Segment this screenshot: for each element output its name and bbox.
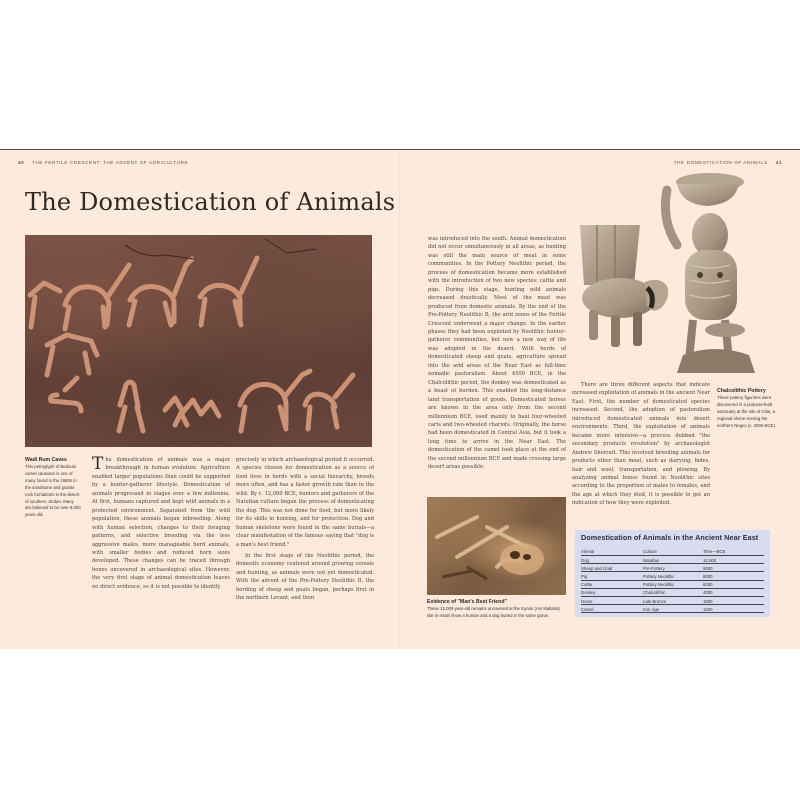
table-header-animal: Animal <box>581 548 643 556</box>
pottery-caption-text: These pottery figurines were discovered in a purpose-built sanctuary at the site of Gilat, a regional shrine serving the northern Negev (c. 4000 BCE). <box>717 395 776 428</box>
table-cell-animal: Pig <box>581 572 643 580</box>
table-cell-time: 9000 <box>703 564 764 572</box>
page-title: The Domestication of Animals <box>25 188 396 216</box>
body-col4-paragraph: There are three different aspects that indicate increased exploitation of animals in the ancient Near East. First, the number of domesticated species increased. Second, the adoption of pastoralism introduced domesticated animals into desert environments. Third, the exploitation of animals became more intensive—a process dubbed "the secondary products revolution" by archaeologist Andrew Sherratt. This involved breeding animals for products other than meat, such as dairying, hides, hair and wool, transportation, and plowing. By analyzing animal bones found in Neolithic sites according to the proportion of males to females, and the age at which they died, it is possible to get an indication of how they were exploited. <box>572 382 710 507</box>
skeleton-illustration <box>427 497 566 595</box>
table-row <box>581 605 764 613</box>
table-row <box>581 588 764 596</box>
table-header-time: Time—BCE <box>703 548 764 556</box>
right-running-head-text: THE DOMESTICATION OF ANIMALS <box>673 160 768 165</box>
table-cell-animal: Camel <box>581 605 643 613</box>
table-cell-time: 12,000 <box>703 556 764 564</box>
body-column-2 <box>236 456 374 603</box>
body-col2-paragraph-2: In the first stage of the Neolithic period, the domestic economy centered around growing cereals and hunting, as animals were not yet domesticated. With the advent of the Pre-Pottery Neolithic B, the herding of sheep and goats began, perhaps first in the northern Levant, and then <box>236 552 374 602</box>
right-page-number: 41 <box>775 160 782 165</box>
table-title: Domestication of Animals in the Ancient Near East <box>581 533 759 542</box>
wadi-rum-caption-text: This petroglyph of Bedouin camel caravans is one of many found in the 1980s in the sandstone and granite rock formations in the desert of southern Jordan. Many are believed to be over 8,000 years old. <box>25 464 81 518</box>
table-row <box>581 572 764 580</box>
table-cell-animal: Sheep and Goat <box>581 564 643 572</box>
table-cell-culture: Pre-Pottery <box>643 564 703 572</box>
mans-best-friend-caption-title: Evidence of "Man's Best Friend" <box>427 599 507 605</box>
wadi-rum-caption <box>25 456 81 519</box>
left-running-head-text: THE FERTILE CRESCENT: THE ADVENT OF AGRICULTURE <box>32 160 189 165</box>
table-cell-time: 6000 <box>703 580 764 588</box>
table-cell-animal: Cattle <box>581 580 643 588</box>
left-running-head <box>12 160 188 165</box>
table-cell-time: 8000 <box>703 572 764 580</box>
mans-best-friend-caption <box>427 598 567 620</box>
table-row <box>581 580 764 588</box>
domestication-table <box>581 548 764 613</box>
table-cell-culture: Natufian <box>643 556 703 564</box>
pottery-figurines-photo <box>575 170 775 375</box>
drop-cap: T <box>92 454 104 474</box>
table-cell-time: 1500 <box>703 596 764 604</box>
table-row <box>581 556 764 564</box>
dog-burial-photo <box>427 497 566 595</box>
domestication-table-box <box>575 530 770 617</box>
table-cell-culture: Late Bronze <box>643 596 703 604</box>
table-row <box>581 564 764 572</box>
petroglyph-camels-illustration <box>25 235 372 447</box>
table-row <box>581 596 764 604</box>
table-cell-culture: Iron Age <box>643 605 703 613</box>
table-header-culture: Culture <box>643 548 703 556</box>
body-col3-paragraph: was introduced into the south. Animal domestication did not occur simultaneously in all areas, as hunting was still the main source of meat in some communities. In the Pottery Neolithic period, the process of domestication became more established with the introduction of two new species: cattle and pigs. During this stage, hunting wild animals decreased drastically. Most of the meat was produced from domestic animals. By the end of the Pre-Pottery Neolithic B, the arid zones of the Fertile Crescent underwent a major change. In the earlier phases they had been exploited by Neolithic hunter-gatherer communities, but now a new way of life was adopted in the desert. With herds of domesticated sheep and goats, agriculture spread into the arid areas of the Near East as full-time nomadic pastoralism. About 4500 BCE, in the Chalcolithic period, the donkey was domesticated as a beast of burden. This enabled the long-distance land transportation of goods. Domesticated horses are known in the area only from the second millennium BCE, used mainly to haul four-wheeled carts and two-wheeled chariots. Originally, the horse had been domesticated in Central Asia, but it took a long time to arrive in the Near East. The domestication of the camel took place at the end of the second millennium BCE and made crossing large desert areas possible. <box>428 236 566 471</box>
table-cell-time: 1200 <box>703 605 764 613</box>
page-gutter <box>399 150 401 649</box>
body-col2-paragraph-1: precisely in which archaeological period it occurred. A species chosen for domestication as a source of food lives in herds with a social hierarchy, breeds more often, and has a faster growth rate than in the wild. By c. 12,000 BCE, hunters and gatherers of the Natufian culture began the process of domesticating the dog. This was not done for food, but more likely for its skills in hunting, and for protection. Dog and human skeletons were found in the same burials—a clear manifestation of the famous saying that "dog is a man's best friend." <box>236 457 374 548</box>
wadi-rum-caption-title: Wadi Rum Caves <box>25 457 67 463</box>
right-running-head <box>674 160 788 165</box>
mans-best-friend-caption-text: These 12,000-year-old remains uncovered at the Eynan (Ain Mallaha) site in Israel show a human and a dog buried in the same grave. <box>427 606 560 618</box>
pottery-illustration <box>575 170 775 375</box>
body-column-1 <box>92 456 230 591</box>
pottery-caption <box>717 387 777 430</box>
table-header-row <box>581 548 764 556</box>
table-cell-time: 4000 <box>703 588 764 596</box>
table-cell-culture: Pottery Neolithic <box>643 580 703 588</box>
rock-art-photo <box>25 235 372 447</box>
table-cell-culture: Pottery Neolithic <box>643 572 703 580</box>
table-cell-animal: Donkey <box>581 588 643 596</box>
table-cell-culture: Chalcolithic <box>643 588 703 596</box>
left-page-number: 40 <box>18 160 25 165</box>
table-cell-animal: Horse <box>581 596 643 604</box>
table-cell-animal: Dog <box>581 556 643 564</box>
body-col1-paragraph: he domestication of animals was a major breakthrough in human evolution. Agriculture enabled larger populations than could be supported by a hunter-gatherer lifestyle. Domestication of animals progressed in stages over a few millennia. At first, humans captured and kept wild animals in a protected environment. Separated from the wild population, these animals began inbreeding. Along with human selection, changes to their foraging patterns, and selective breeding via the less aggressive males, more manageable herd animals, with smaller bodies and reduced horn sizes developed. These changes can be traced through bones uncovered in archaeological sites. However, the very first stage of animal domestication leaves no direct evidence, so it is not possible to identify <box>92 457 230 590</box>
pottery-caption-title: Chalcolithic Pottery <box>717 388 766 394</box>
body-column-3 <box>428 235 566 472</box>
book-spread <box>0 149 800 649</box>
body-column-4 <box>572 381 710 508</box>
